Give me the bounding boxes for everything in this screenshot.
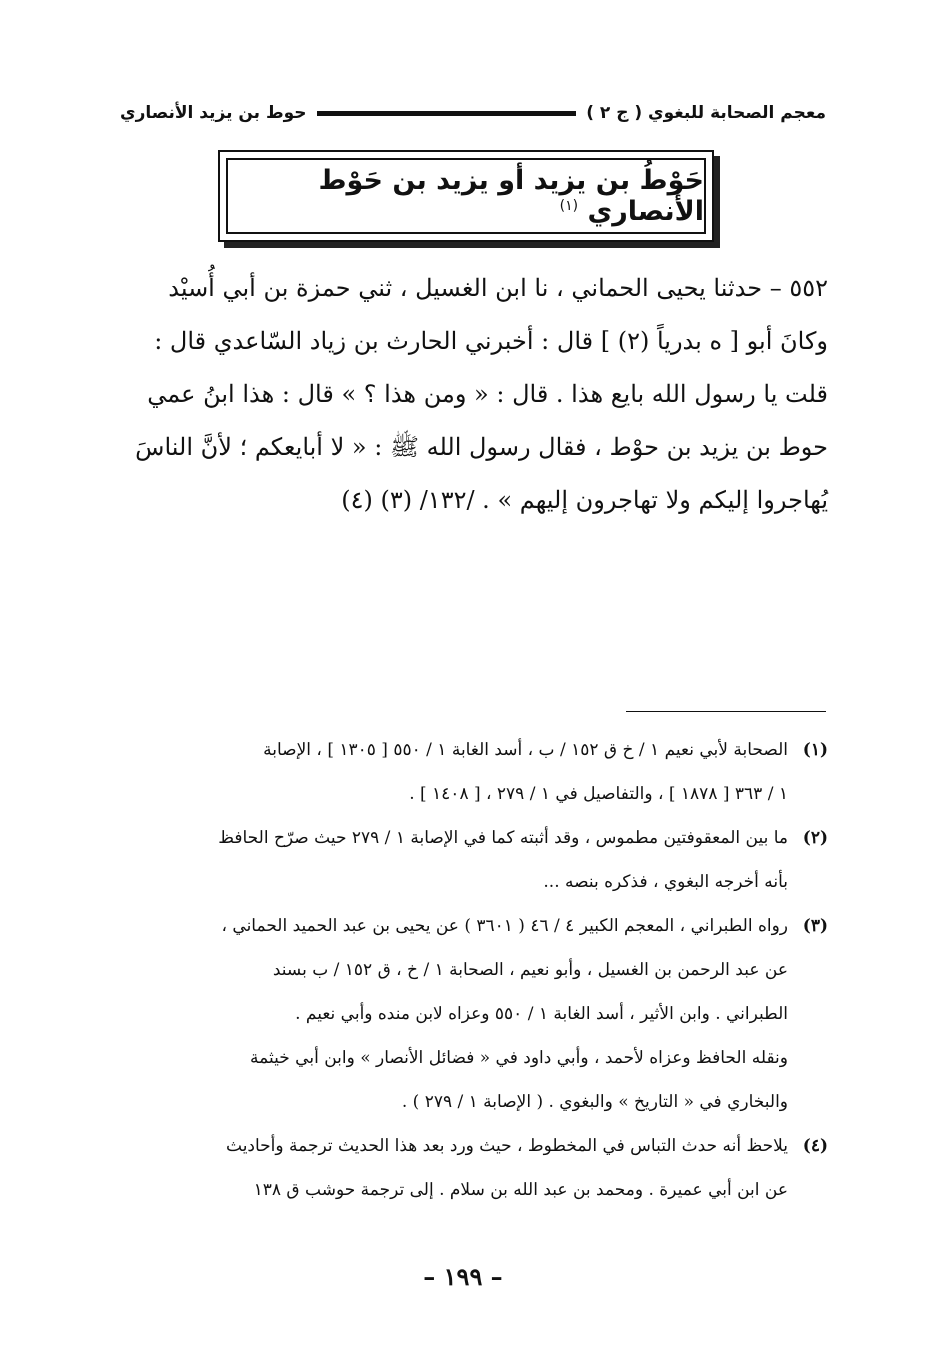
entry-title-text: حَوْطُ بن يزيد أو يزيد بن حَوْط الأنصاري (318, 165, 704, 227)
footnote-line: عن عبد الرحمن بن الغسيل ، وأبو نعيم ، الصحابة ١ / خ ، ق ١٥٢ / ب بسند (272, 960, 788, 980)
footnote-line: عن ابن أبي عميرة . ومحمد بن عبد الله بن سلام . إلى ترجمة حوشب ق ١٣٨ (253, 1180, 788, 1200)
footnote-1 (112, 728, 828, 816)
header-rule (317, 111, 577, 116)
entry-title (228, 165, 704, 227)
footnote-line: ونقله الحافظ وعزاه لأحمد ، وأبي داود في « فضائل الأنصار » وابن أبي خيثمة (250, 1048, 788, 1068)
running-header (120, 96, 826, 130)
footnote-line: يلاحظ أنه حدث التباس في المخطوط ، حيث ورد بعد هذا الحديث ترجمة وأحاديث (226, 1136, 788, 1156)
footnote-line: بأنه أخرجه البغوي ، فذكره بنصه ... (543, 872, 788, 892)
footnote-line: رواه الطبراني ، المعجم الكبير ٤ / ٤٦ ( ٣٦٠١ ) عن يحيى بن عبد الحميد الحماني ، (221, 916, 788, 936)
entry-title-ref: (١) (559, 198, 579, 214)
footnotes (112, 728, 828, 1212)
book-title: معجم الصحابة للبغوي ( ج ٢ ) (586, 103, 826, 123)
footnote-number: (٤) (802, 1136, 828, 1156)
footnote-4 (112, 1124, 828, 1212)
footnote-number: (١) (802, 740, 828, 760)
entry-title-inner-frame (226, 158, 706, 234)
footnote-line: الصحابة لأبي نعيم ١ / خ ق ١٥٢ / ب ، أسد الغابة ١ / ٥٥٠ [ ١٣٠٥ ] ، الإصابة (263, 740, 788, 760)
footnote-body (112, 816, 788, 904)
hadith-line: وكانَ أبو [ ه بدرياً (٢) ] قال : أخبرني الحارث بن زياد السّاعدي قال : (154, 327, 828, 355)
footnote-line: ١ / ٣٦٣ [ ١٨٧٨ ] ، والتفاصيل في ١ / ٢٧٩ ، [ ١٤٠٨ ] . (409, 784, 788, 804)
footnote-line: ما بين المعقوفتين مطموس ، وقد أثبته كما في الإصابة ١ / ٢٧٩ حيث صرّح الحافظ (218, 828, 788, 848)
hadith-text (108, 262, 828, 527)
footnote-2 (112, 816, 828, 904)
footnote-line: والبخاري في « التاريخ » والبغوي . ( الإصابة ١ / ٢٧٩ ) . (401, 1092, 788, 1112)
page-number: – ١٩٩ – (423, 1262, 503, 1291)
footnote-separator (626, 711, 826, 712)
footnote-body (112, 1124, 788, 1212)
entry-title-box (218, 150, 714, 242)
footnote-body (112, 904, 788, 1124)
hadith-line: قلت يا رسول الله بايع هذا . قال : « ومن هذا ؟ » قال : هذا ابنُ عمي (147, 380, 828, 408)
section-title: حوط بن يزيد الأنصاري (120, 103, 307, 123)
footnote-body (112, 728, 788, 816)
hadith-line: يُهاجروا إليكم ولا تهاجرون إليهم » . /١٣٢/ (٣) (٤) (341, 486, 828, 514)
footnote-line: الطبراني . وابن الأثير ، أسد الغابة ١ / ٥٥٠ وعزاه لابن منده وأبي نعيم . (295, 1004, 788, 1024)
footnote-number: (٢) (802, 828, 828, 848)
hadith-line: حوط بن يزيد بن حوْط ، فقال رسول الله ﷺ : « لا أبايعكم ؛ لأنَّ الناسَ (135, 433, 828, 461)
footnote-number: (٣) (802, 916, 828, 936)
footnote-3 (112, 904, 828, 1124)
hadith-line: ٥٥٢ – حدثنا يحيى الحماني ، نا ابن الغسيل ، ثني حمزة بن أبي أُسيْد (168, 274, 828, 302)
